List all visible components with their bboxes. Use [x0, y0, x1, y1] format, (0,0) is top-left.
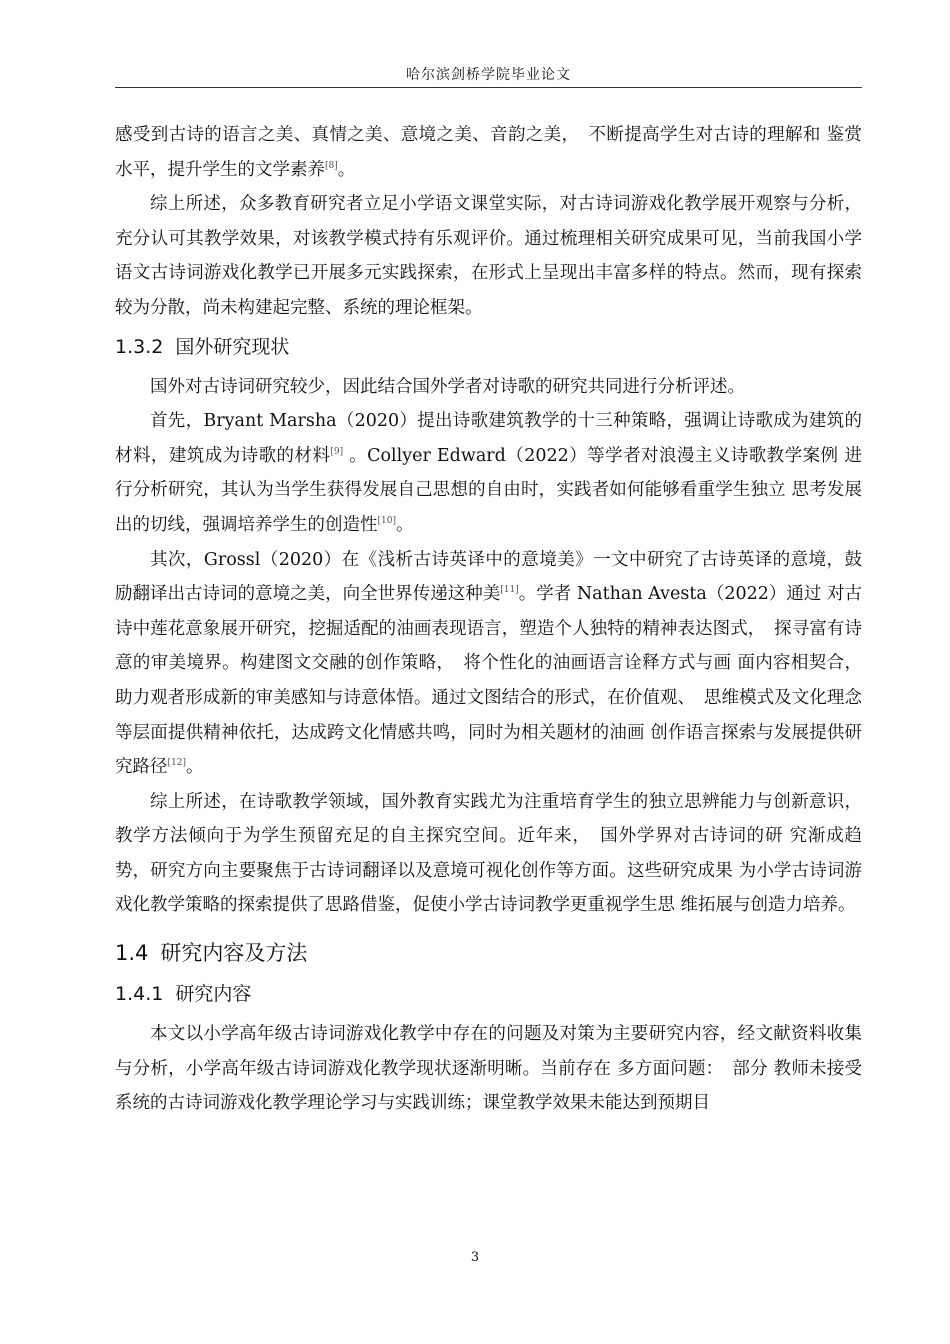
- page-number: 3: [470, 1250, 480, 1265]
- paragraph-research-content: 本文以小学高年级古诗词游戏化教学中存在的问题及对策为主要研究内容，经文献资料收集与分析，小学高年级古诗词游戏化教学现状逐渐明晰。当前存在 多方面问题： 部分 教师未接受系统的古诗词游戏化教学理论学习与实践训练；课堂教学效果未能达到预期目: [115, 1024, 862, 1114]
- citation: [9]: [330, 446, 344, 457]
- section-number: 1.3.2: [115, 335, 164, 358]
- section-title: 研究内容: [175, 983, 252, 1006]
- section-heading-1-4: [115, 933, 862, 973]
- section-number: 1.4.1: [115, 983, 164, 1006]
- paragraph-foreign-intro: 国外对古诗词研究较少，因此结合国外学者对诗歌的研究共同进行分析评述。: [150, 376, 745, 397]
- paragraph-domestic-summary: 综上所述，众多教育研究者立足小学语文课堂实际，对古诗词游戏化教学展开观察与分析，充分认可其教学效果，对该教学模式持有乐观评价。通过梳理相关研究成果可见，当前我国小学语文古诗词游戏化教学已开展多元实践探索，在形式上呈现出丰富多样的特点。然而，现有探索较为分散，尚未构建起完整、系统的理论框架。: [115, 194, 862, 318]
- paragraph-second: 其次，Grossl（2020）在《浅析古诗英译中的意境美》一文中研究了古诗英译的意境，鼓励翻译出古诗词的意境之美，向全世界传递这种美[11]。学者 Nathan Avesta（2022）通过 对古诗中莲花意象展开研究，挖掘适配的油画表现语言，塑造个人独特的精神表达图式， 探寻富有诗意的审美境界。构建图文交融的创作策略， 将个性化的油画语言诠释方式与画 面内容相契合，助力观者形成新的审美感知与诗意体悟。通过文图结合的形式，在价值观、 思维模式及文化理念等层面提供精神依托，达成跨文化情感共鸣，同时为相关题材的油画 创作语言探索与发展提供研究路径[12]。: [115, 549, 862, 778]
- paragraph-text: 感受到古诗的语言之美、真情之美、意境之美、音韵之美， 不断提高学生对古诗的理解和 鉴赏水平，提升学生的文学素养: [115, 125, 862, 180]
- body-text: [115, 118, 862, 1121]
- paragraph-foreign-summary: 综上所述，在诗歌教学领域，国外教育实践尤为注重培育学生的独立思辨能力与创新意识，教学方法倾向于为学生预留充足的自主探究空间。近年来， 国外学界对古诗词的研 究渐成趋势，研究方向主要聚焦于古诗词翻译以及意境可视化创作等方面。这些研究成果 为小学古诗词游戏化教学策略的探索提供了思路借鉴，促使小学古诗词教学更重视学生思 维拓展与创造力培养。: [115, 791, 862, 916]
- paragraph-first: 首先，Bryant Marsha（2020）提出诗歌建筑教学的十三种策略，强调让诗歌成为建筑的材料，建筑成为诗歌的材料[9] 。Collyer Edward（2022）等学者对浪漫主义诗歌教学案例 进行分析研究，其认为当学生获得发展自己思想的自由时，实践者如何能够看重学生独立 思考发展出的切线，强调培养学生的创造性[10]。: [115, 411, 862, 535]
- citation: [11]: [500, 585, 519, 596]
- citation: [10]: [377, 515, 396, 526]
- section-heading-1-3-2: [115, 330, 862, 364]
- section-heading-1-4-1: [115, 977, 862, 1011]
- citation: [8]: [325, 160, 338, 171]
- paragraph-continued: 感受到古诗的语言之美、真情之美、意境之美、音韵之美， 不断提高学生对古诗的理解和 鉴赏水平，提升学生的文学素养[8]。: [115, 125, 862, 180]
- citation: [12]: [167, 758, 186, 769]
- section-number: 1.4: [115, 941, 149, 966]
- section-title: 国外研究现状: [175, 335, 290, 358]
- running-header: 哈尔滨剑桥学院毕业论文: [406, 67, 571, 83]
- section-title: 研究内容及方法: [160, 941, 308, 966]
- header-rule: [115, 87, 862, 88]
